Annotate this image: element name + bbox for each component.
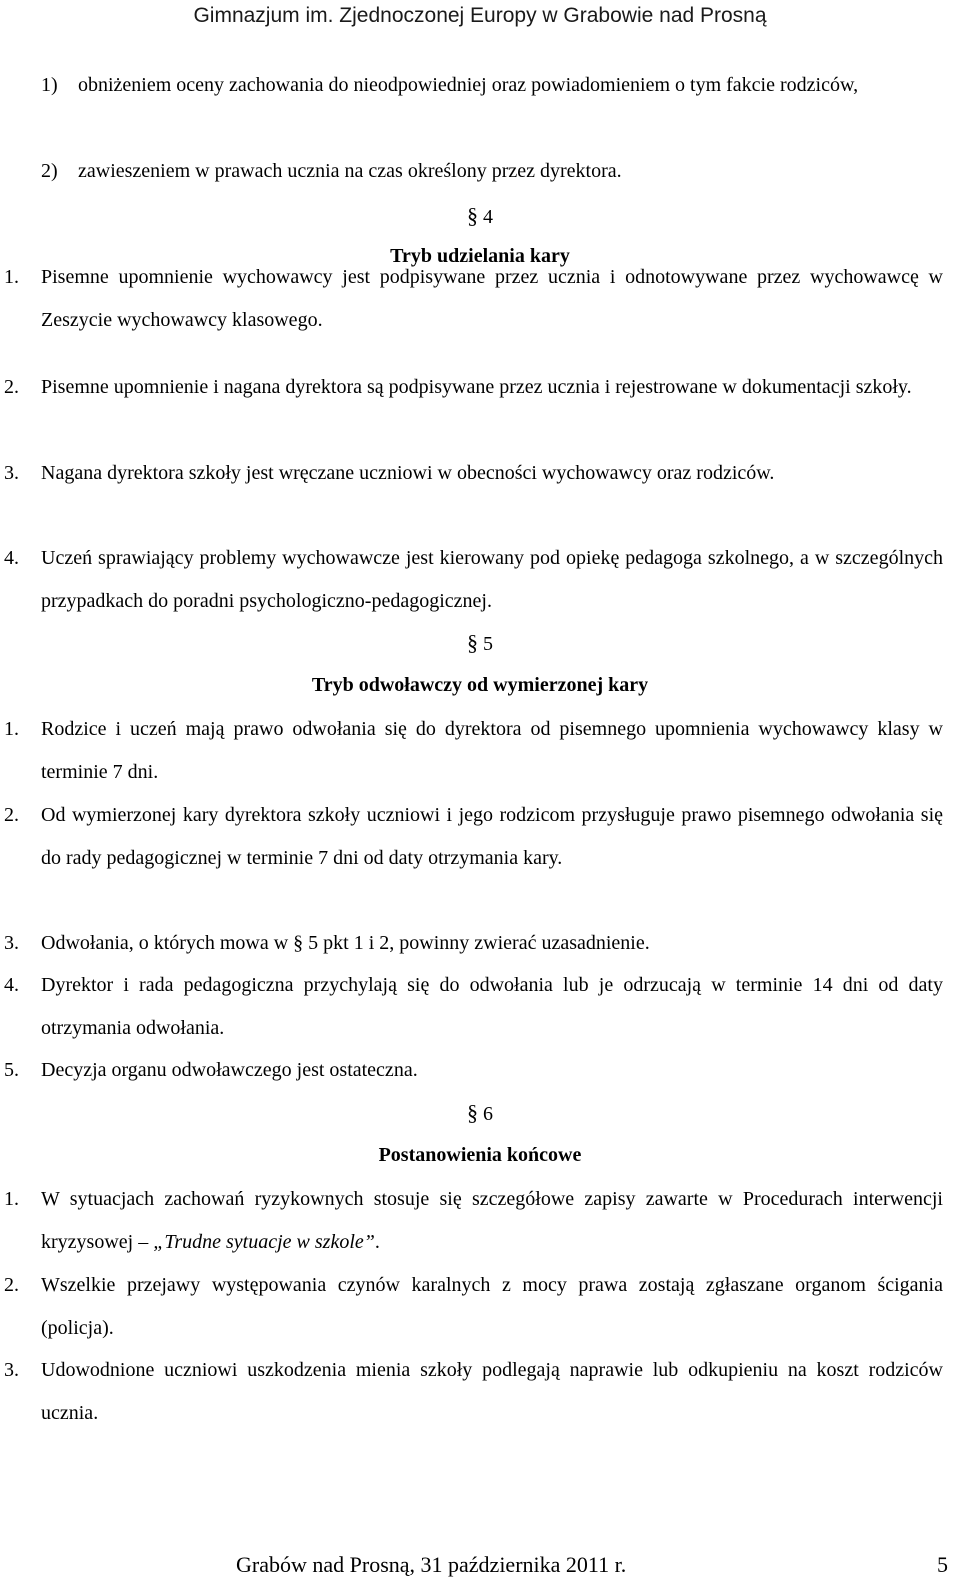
item-text-end: . <box>374 1231 380 1253</box>
list-item <box>4 452 943 495</box>
item-number: 3. <box>4 932 19 954</box>
list-item <box>4 922 943 965</box>
item-text: Decyzja organu odwoławczego jest ostateczna. <box>41 1059 418 1081</box>
paragraph-symbol: § <box>467 1100 478 1125</box>
list-item <box>4 1049 943 1092</box>
item-text: Udowodnione uczniowi uszkodzenia mienia szkoły podlegają naprawie lub odkupieniu na koszt rodziców ucznia. <box>41 1359 943 1424</box>
section-mark <box>0 203 960 229</box>
section-number: 5 <box>483 633 493 655</box>
item-text: Wszelkie przejawy występowania czynów karalnych z mocy prawa zostają zgłaszane organom ścigania (policja). <box>41 1274 943 1339</box>
page-footer <box>0 1552 960 1582</box>
intro-item <box>41 150 943 193</box>
list-item <box>4 1264 943 1350</box>
item-text: zawieszeniem w prawach ucznia na czas określony przez dyrektora. <box>78 160 622 182</box>
item-number: 2. <box>4 804 19 826</box>
list-item <box>4 794 943 880</box>
paragraph-symbol: § <box>467 203 478 228</box>
page-number: 5 <box>937 1552 948 1577</box>
item-text: Od wymierzonej kary dyrektora szkoły uczniowi i jego rodzicom przysługuje prawo pisemnego odwołania się do rady pedagogicznej w terminie 7 dni od daty otrzymania kary. <box>41 804 943 869</box>
item-text: Uczeń sprawiający problemy wychowawcze jest kierowany pod opiekę pedagoga szkolnego, a w szczególnych przypadkach do poradni psychologiczno-pedagogicznej. <box>41 547 943 612</box>
item-text: obniżeniem oceny zachowania do nieodpowiedniej oraz powiadomieniem o tym fakcie rodziców, <box>78 74 859 96</box>
list-item <box>4 537 943 623</box>
item-number: 3. <box>4 462 19 484</box>
item-text: Nagana dyrektora szkoły jest wręczane uczniowi w obecności wychowawcy oraz rodziców. <box>41 462 775 484</box>
item-number: 1) <box>41 74 58 96</box>
item-text: Pisemne upomnienie wychowawcy jest podpisywane przez ucznia i odnotowywane przez wychowawcę w Zeszycie wychowawcy klasowego. <box>41 266 943 331</box>
item-number: 4. <box>4 974 19 996</box>
item-text: Dyrektor i rada pedagogiczna przychylają się do odwołania lub je odrzucają w terminie 14 dni od daty otrzymania odwołania. <box>41 974 943 1039</box>
list-item <box>4 256 943 342</box>
footer-place-date: Grabów nad Prosną, 31 października 2011 r. <box>236 1552 627 1577</box>
item-number: 1. <box>4 1188 19 1210</box>
section-mark <box>0 1100 960 1126</box>
section-mark <box>0 630 960 656</box>
item-text: Pisemne upomnienie i nagana dyrektora są podpisywane przez ucznia i rejestrowane w dokumentacji szkoły. <box>41 376 912 398</box>
item-text: Odwołania, o których mowa w § 5 pkt 1 i 2, powinny zwierać uzasadnienie. <box>41 932 650 954</box>
item-number: 3. <box>4 1359 19 1381</box>
section-title: Postanowienia końcowe <box>378 1144 582 1166</box>
item-number: 4. <box>4 547 19 569</box>
page-header: Gimnazjum im. Zjednoczonej Europy w Grabowie nad Prosną <box>193 4 767 27</box>
section-number: 4 <box>483 206 493 228</box>
section-title: Tryb odwoławczy od wymierzonej kary <box>311 674 649 696</box>
item-number: 2. <box>4 376 19 398</box>
list-item <box>4 708 943 794</box>
item-number: 2) <box>41 160 58 182</box>
item-number: 2. <box>4 1274 19 1296</box>
item-text: W sytuacjach zachowań ryzykownych stosuje się szczegółowe zapisy zawarte w Procedurach interwencji kryzysowej – <box>41 1188 943 1253</box>
paragraph-symbol: § <box>467 630 478 655</box>
item-text-italic: „Trudne sytuacje w szkole” <box>153 1231 375 1253</box>
item-number: 5. <box>4 1059 19 1081</box>
intro-item <box>41 64 943 107</box>
item-number: 1. <box>4 266 19 288</box>
list-item <box>4 366 943 409</box>
section-number: 6 <box>483 1103 493 1125</box>
item-text: Rodzice i uczeń mają prawo odwołania się do dyrektora od pisemnego upomnienia wychowawcy klasy w terminie 7 dni. <box>41 718 943 783</box>
list-item <box>4 964 943 1050</box>
list-item <box>4 1178 943 1264</box>
section-title: Tryb udzielania kary <box>390 245 570 267</box>
item-number: 1. <box>4 718 19 740</box>
list-item <box>4 1349 943 1435</box>
